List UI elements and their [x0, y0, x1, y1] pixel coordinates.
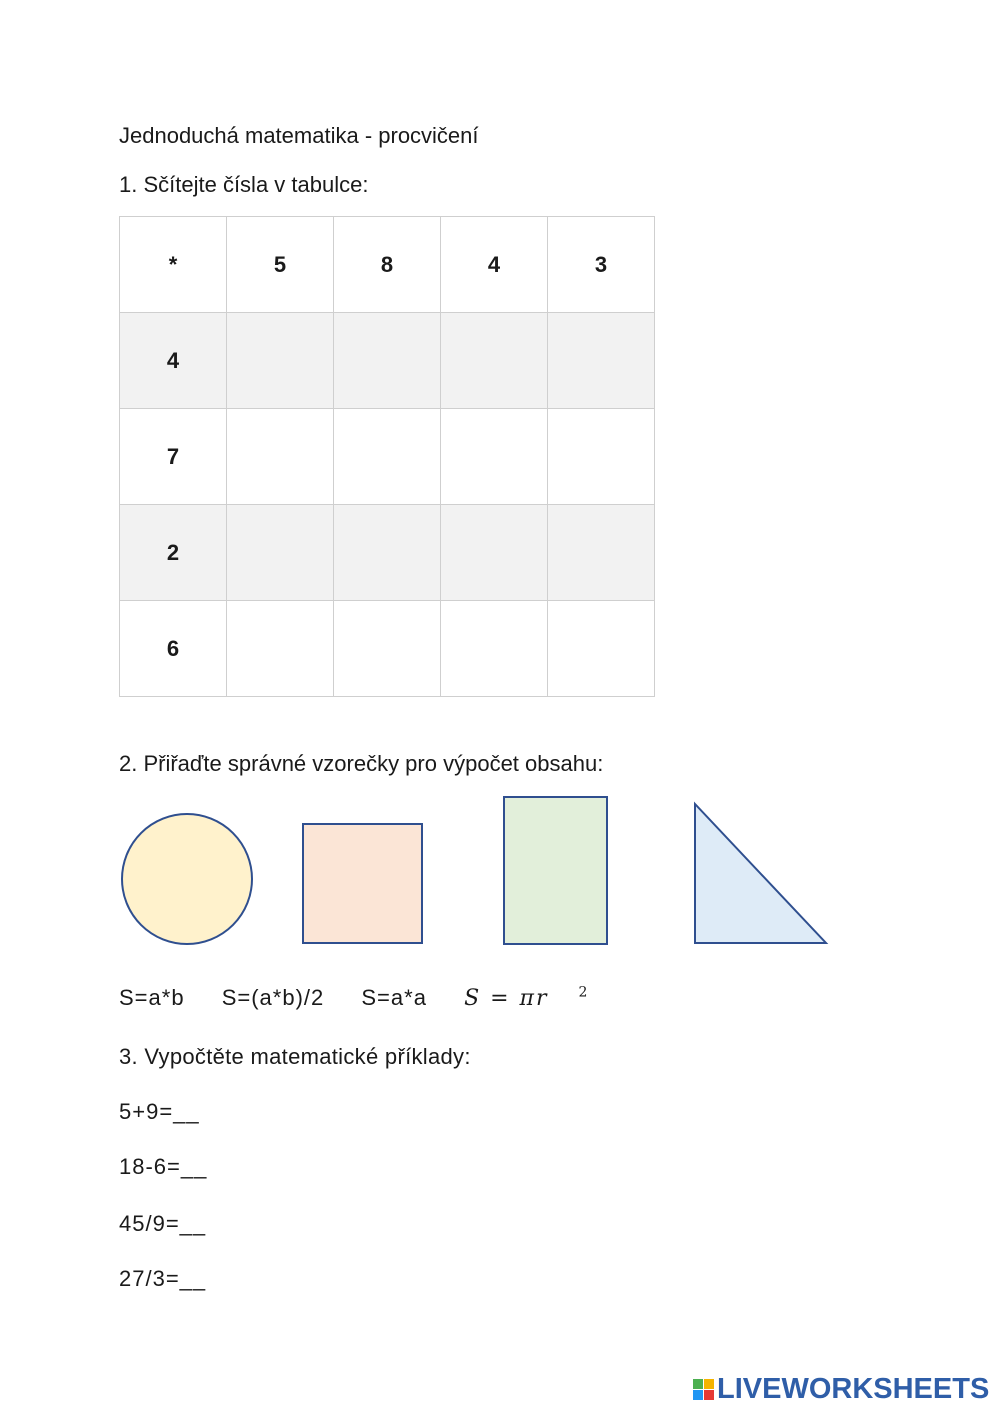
circle-shape[interactable] — [122, 814, 252, 944]
answer-cell[interactable] — [441, 505, 548, 601]
table-row-header: 6 — [120, 601, 227, 697]
answer-cell[interactable] — [334, 409, 441, 505]
logo-square — [693, 1379, 703, 1389]
logo-text: LIVEWORKSHEETS — [717, 1372, 990, 1405]
logo-square — [704, 1390, 714, 1400]
formula-option[interactable]: S=a*b — [119, 985, 185, 1011]
math-base: S = πr — [464, 986, 549, 1012]
answer-cell[interactable] — [227, 409, 334, 505]
answer-cell[interactable] — [441, 409, 548, 505]
answer-cell[interactable] — [548, 601, 655, 697]
answer-cell[interactable] — [548, 409, 655, 505]
answer-cell[interactable] — [227, 313, 334, 409]
exercise-item[interactable]: 5+9=__ — [119, 1099, 200, 1124]
table-corner-cell: * — [120, 217, 227, 313]
table-column-header: 5 — [227, 217, 334, 313]
table-column-header: 4 — [441, 217, 548, 313]
logo-square — [704, 1379, 714, 1389]
answer-cell[interactable] — [548, 505, 655, 601]
square-shape[interactable] — [303, 824, 422, 943]
task1-heading: 1. Sčítejte čísla v tabulce: — [119, 172, 369, 197]
liveworksheets-logo — [693, 1374, 989, 1404]
math-exponent: 2 — [578, 985, 590, 1001]
answer-cell[interactable] — [334, 601, 441, 697]
answer-cell[interactable] — [548, 313, 655, 409]
formula-option[interactable]: S=a*a — [361, 985, 427, 1011]
answer-cell[interactable] — [441, 601, 548, 697]
table-column-header: 3 — [548, 217, 655, 313]
right-triangle-shape[interactable] — [695, 804, 826, 943]
logo-mark-icon — [693, 1379, 714, 1400]
page-title: Jednoduchá matematika - procvičení — [119, 123, 479, 148]
formula-option-circle[interactable] — [464, 986, 589, 1011]
rectangle-shape[interactable] — [504, 797, 607, 944]
exercise-item[interactable]: 18-6=__ — [119, 1154, 208, 1179]
exercise-item[interactable]: 45/9=__ — [119, 1211, 207, 1236]
table-column-header: 8 — [334, 217, 441, 313]
answer-cell[interactable] — [334, 505, 441, 601]
table-row-header: 7 — [120, 409, 227, 505]
answer-cell[interactable] — [227, 505, 334, 601]
addition-table — [119, 216, 655, 697]
formula-option[interactable]: S=(a*b)/2 — [221, 985, 325, 1011]
table-row-header: 2 — [120, 505, 227, 601]
answer-cell[interactable] — [227, 601, 334, 697]
task2-heading: 2. Přiřaďte správné vzorečky pro výpočet obsahu: — [119, 751, 604, 776]
shapes-row — [0, 790, 860, 955]
answer-cell[interactable] — [441, 313, 548, 409]
table-row-header: 4 — [120, 313, 227, 409]
exercise-item[interactable]: 27/3=__ — [119, 1266, 207, 1291]
task3-heading: 3. Vypočtěte matematické příklady: — [119, 1044, 471, 1069]
answer-cell[interactable] — [334, 313, 441, 409]
logo-square — [693, 1390, 703, 1400]
formula-options — [119, 985, 619, 1011]
